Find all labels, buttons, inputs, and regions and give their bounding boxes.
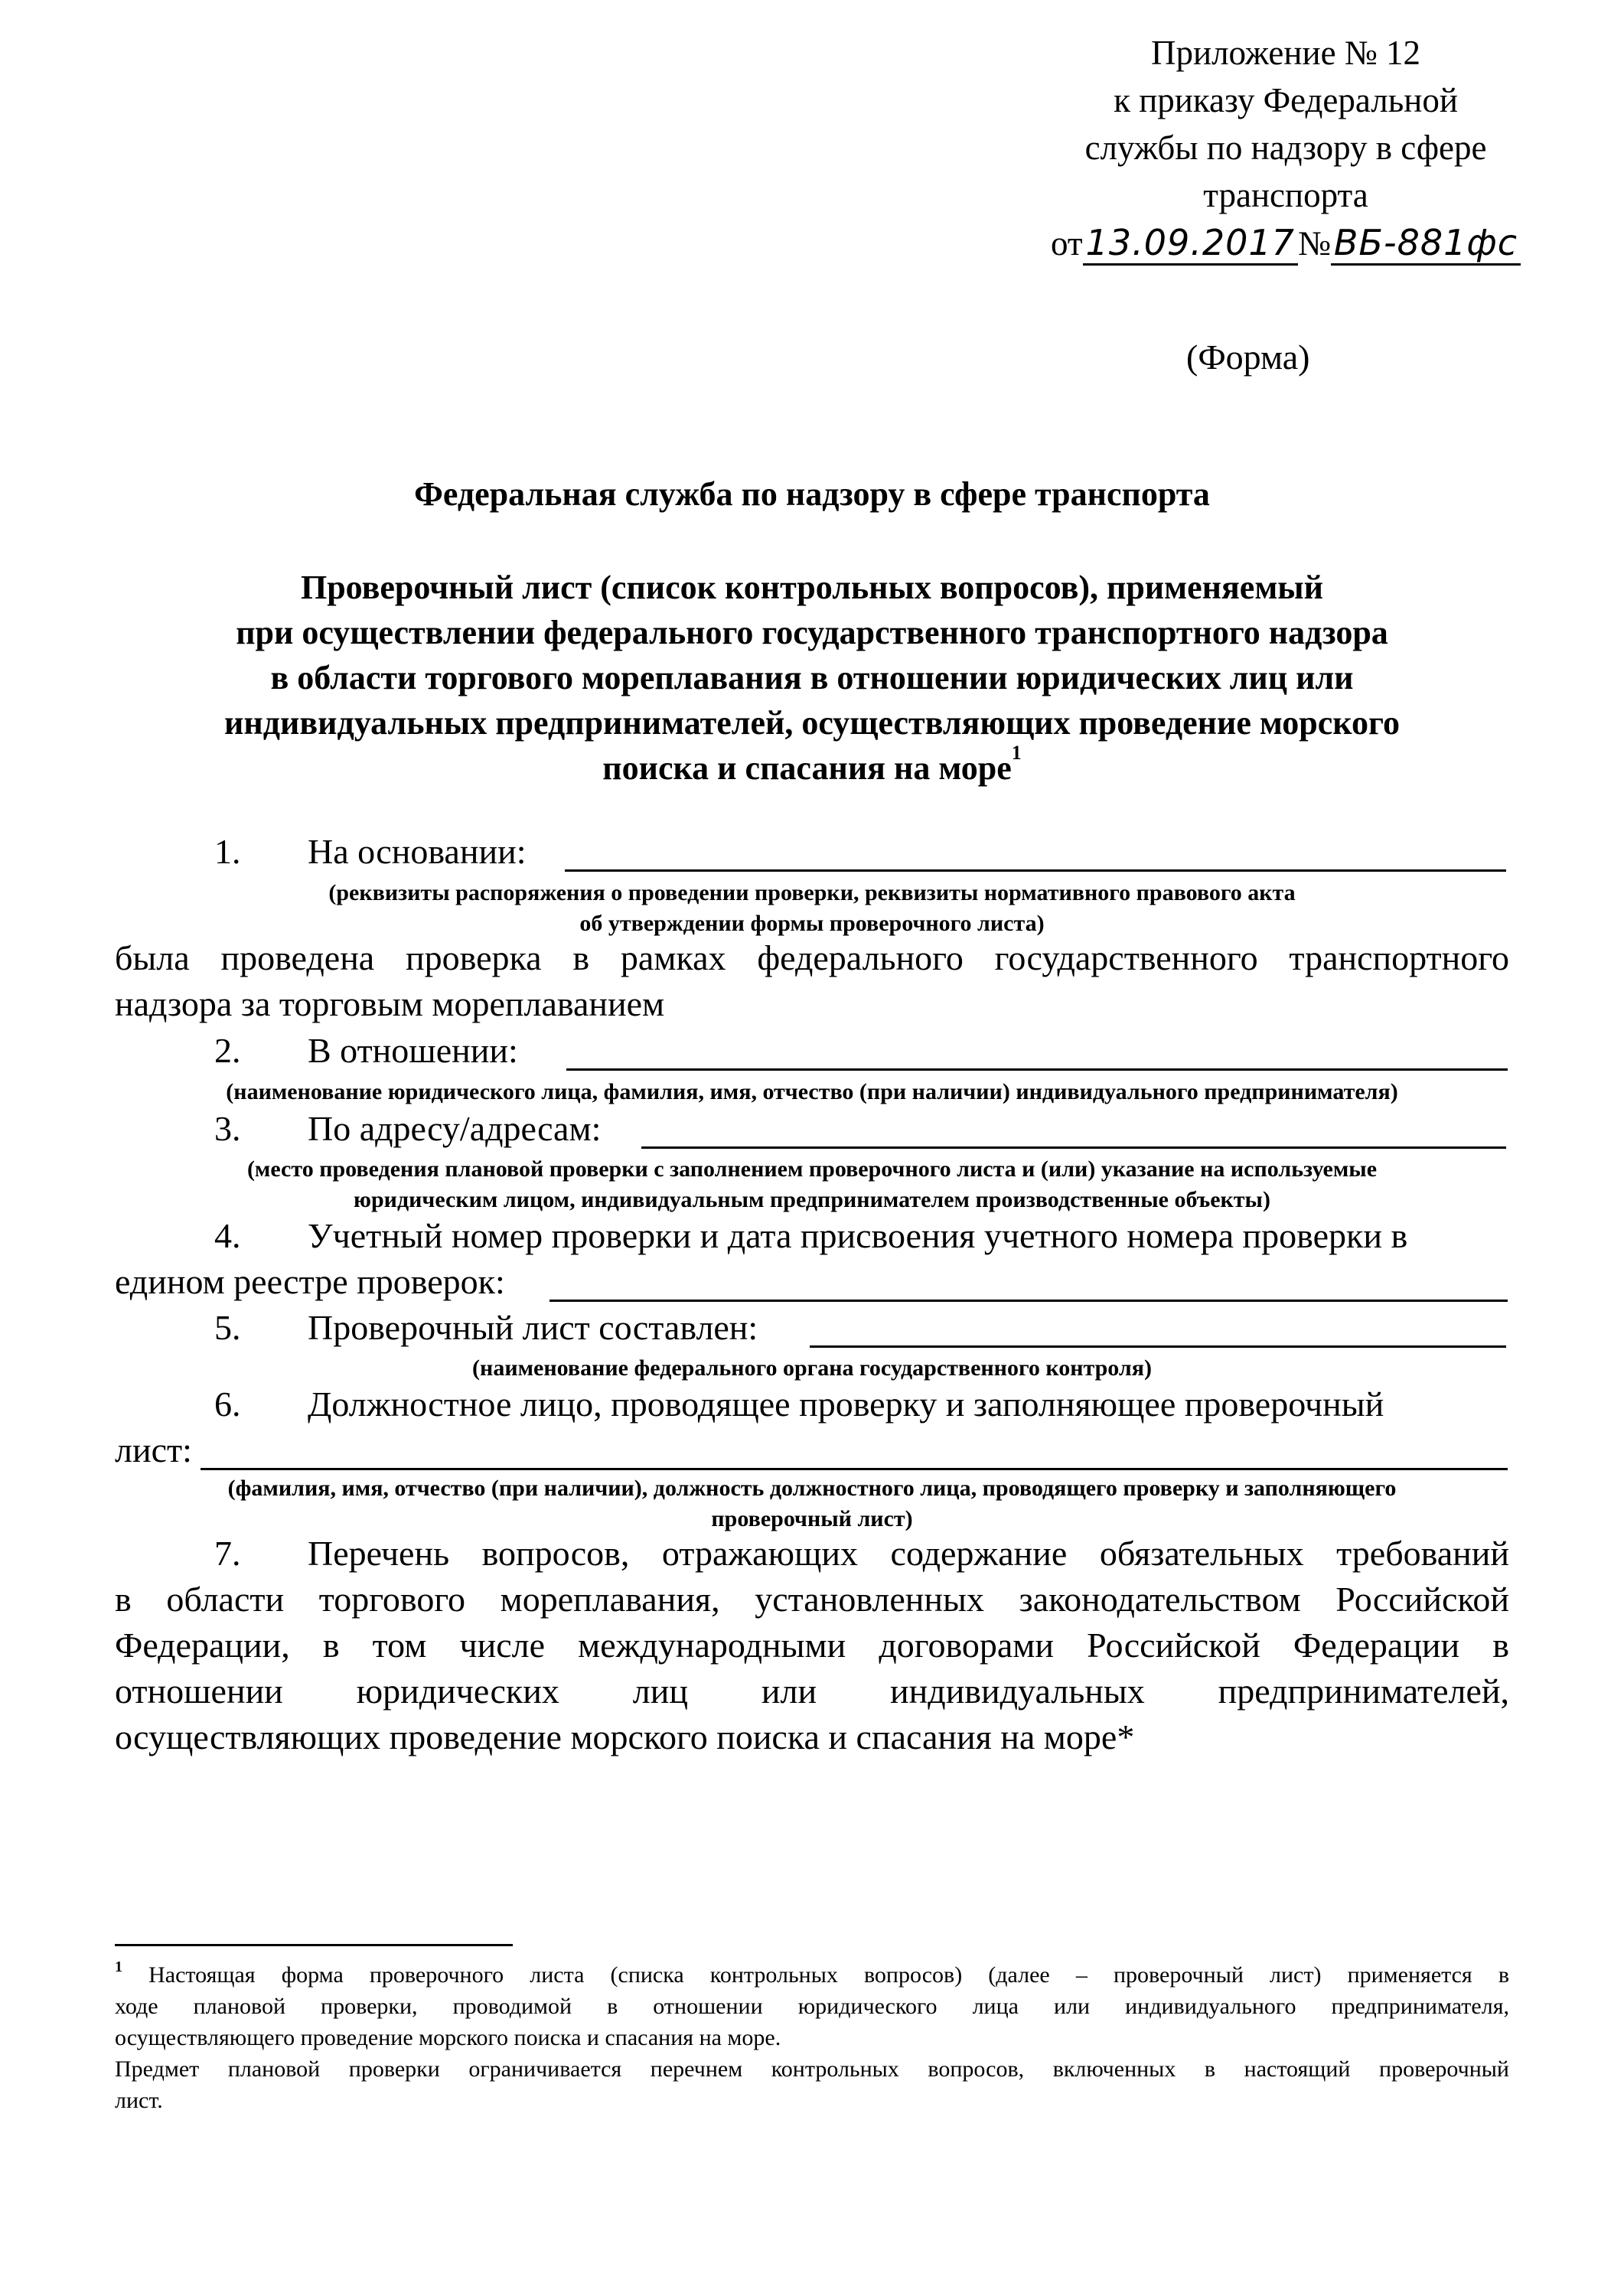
item-6-blank-field[interactable] — [201, 1468, 1508, 1470]
item-6-note-line-1: (фамилия, имя, отчество (при наличии), должность должностного лица, проводящего проверку и заполняющего — [227, 1476, 1397, 1501]
item-7-text-2: в области торгового мореплавания, установленных законодательством Российской — [115, 1580, 1509, 1619]
item-4 — [0, 1215, 1624, 1261]
document-title — [115, 565, 1509, 791]
footnote-mark: 1 — [115, 1958, 122, 1975]
title-line-5 — [115, 742, 1509, 791]
appendix-transport: транспорта — [1203, 176, 1368, 214]
appendix-number: Приложение № 12 — [1151, 34, 1420, 72]
footnote — [115, 1959, 1509, 2116]
item-5-note: (наименование федерального органа государственного контроля) — [472, 1355, 1152, 1381]
item-3-note-line-2: юридическим лицом, индивидуальным предпринимателем производственные объекты) — [354, 1187, 1270, 1212]
item-1-note-line-1: (реквизиты распоряжения о проведении проверки, реквизиты нормативного правового акта — [328, 880, 1296, 905]
item-6 — [0, 1384, 1624, 1430]
item-1-number: 1. — [214, 832, 241, 871]
item-1-blank-field[interactable] — [565, 869, 1506, 872]
item-4-blank-field[interactable] — [549, 1300, 1508, 1302]
number-label: № — [1297, 224, 1331, 263]
from-label: от — [1050, 224, 1083, 263]
item-6-text-2: лист: — [115, 1430, 192, 1469]
appendix-date-number — [987, 219, 1584, 267]
item-6-line-2 — [0, 1430, 1624, 1476]
agency-heading: Федеральная служба по надзору в сфере транспорта — [414, 475, 1210, 513]
item-1-label: На основании: — [308, 832, 527, 871]
footnote-p1-line-2: ходе плановой проверки, проводимой в отношении юридического лица или индивидуального предпринимателя, — [115, 1994, 1509, 2019]
item-1-note-line-2: об утверждении формы проверочного листа) — [579, 911, 1045, 936]
item-2 — [0, 1030, 1624, 1076]
appendix-header — [987, 29, 1584, 267]
item-5-number: 5. — [214, 1308, 241, 1347]
handwritten-number: ВБ-881фс — [1331, 222, 1521, 266]
footnote-p1-line-1-text: Настоящая форма проверочного листа (списка контрольных вопросов) (далее – проверочный лист) применяется в — [148, 1962, 1510, 1988]
handwritten-date: 13.09.2017 — [1083, 222, 1298, 266]
item-6-note — [115, 1473, 1509, 1534]
item-2-number: 2. — [214, 1031, 241, 1070]
item-7-text-5: осуществляющих проведение морского поиска и спасания на море* — [115, 1717, 1135, 1756]
item-3-number: 3. — [214, 1109, 241, 1148]
title-footnote-mark: 1 — [1011, 742, 1022, 764]
item-5 — [0, 1307, 1624, 1353]
footnote-p1-line-3: осуществляющего проведение морского поиска и спасания на море. — [115, 2025, 781, 2050]
item-5-blank-field[interactable] — [810, 1345, 1506, 1348]
title-line-3: в области торгового мореплавания в отношении юридических лиц или — [270, 659, 1354, 696]
appendix-service: службы по надзору в сфере — [1084, 129, 1487, 167]
item-3-label: По адресу/адресам: — [308, 1109, 602, 1148]
item-1-continuation-1: была проведена проверка в рамках федерального государственного транспортного — [115, 938, 1509, 977]
title-line-4: индивидуальных предпринимателей, осуществляющих проведение морского — [224, 704, 1400, 742]
item-3 — [0, 1108, 1624, 1154]
item-1 — [0, 831, 1624, 877]
item-2-note: (наименование юридического лица, фамилия, имя, отчество (при наличии) индивидуального предпринимателя) — [226, 1079, 1398, 1104]
form-label: (Форма) — [1186, 338, 1310, 377]
item-1-continuation-2: надзора за торговым мореплаванием — [115, 984, 665, 1023]
item-6-number: 6. — [214, 1384, 241, 1424]
title-line-2: при осуществлении федерального государственного транспортного надзора — [236, 614, 1388, 651]
item-7-text-1: Перечень вопросов, отражающих содержание обязательных требований — [308, 1534, 1509, 1573]
title-line-1: Проверочный лист (список контрольных вопросов), применяемый — [300, 569, 1324, 606]
footnote-p2-line-2: лист. — [115, 2088, 163, 2113]
item-7 — [0, 1533, 1624, 1579]
item-2-blank-field[interactable] — [566, 1068, 1508, 1071]
item-2-label: В отношении: — [308, 1031, 518, 1070]
appendix-order-ref: к приказу Федеральной — [1114, 81, 1458, 119]
item-7-number: 7. — [214, 1534, 241, 1573]
item-3-note-line-1: (место проведения плановой проверки с заполнением проверочного листа и (или) указание на используемые — [246, 1156, 1378, 1182]
item-4-text-2: едином реестре проверок: — [115, 1262, 505, 1301]
item-5-label: Проверочный лист составлен: — [308, 1308, 758, 1347]
item-1-note — [115, 878, 1509, 939]
item-6-text-1: Должностное лицо, проводящее проверку и заполняющее проверочный — [308, 1384, 1384, 1424]
item-4-line-2 — [0, 1261, 1624, 1307]
footnote-separator — [115, 1944, 513, 1946]
title-line-5-text: поиска и спасания на море — [602, 749, 1012, 787]
item-3-blank-field[interactable] — [641, 1146, 1506, 1149]
item-6-note-line-2: проверочный лист) — [711, 1506, 913, 1531]
footnote-p1-line-1 — [115, 1959, 1509, 1991]
item-3-note — [115, 1154, 1509, 1215]
item-4-number: 4. — [214, 1216, 241, 1255]
item-7-text-4: отношении юридических лиц или индивидуальных предпринимателей, — [115, 1671, 1509, 1711]
item-7-text-3: Федерации, в том числе международными договорами Российской Федерации в — [115, 1626, 1509, 1665]
item-4-text-1: Учетный номер проверки и дата присвоения учетного номера проверки в — [308, 1216, 1408, 1255]
footnote-p2-line-1: Предмет плановой проверки ограничивается перечнем контрольных вопросов, включенных в настоящий проверочный — [115, 2056, 1509, 2082]
